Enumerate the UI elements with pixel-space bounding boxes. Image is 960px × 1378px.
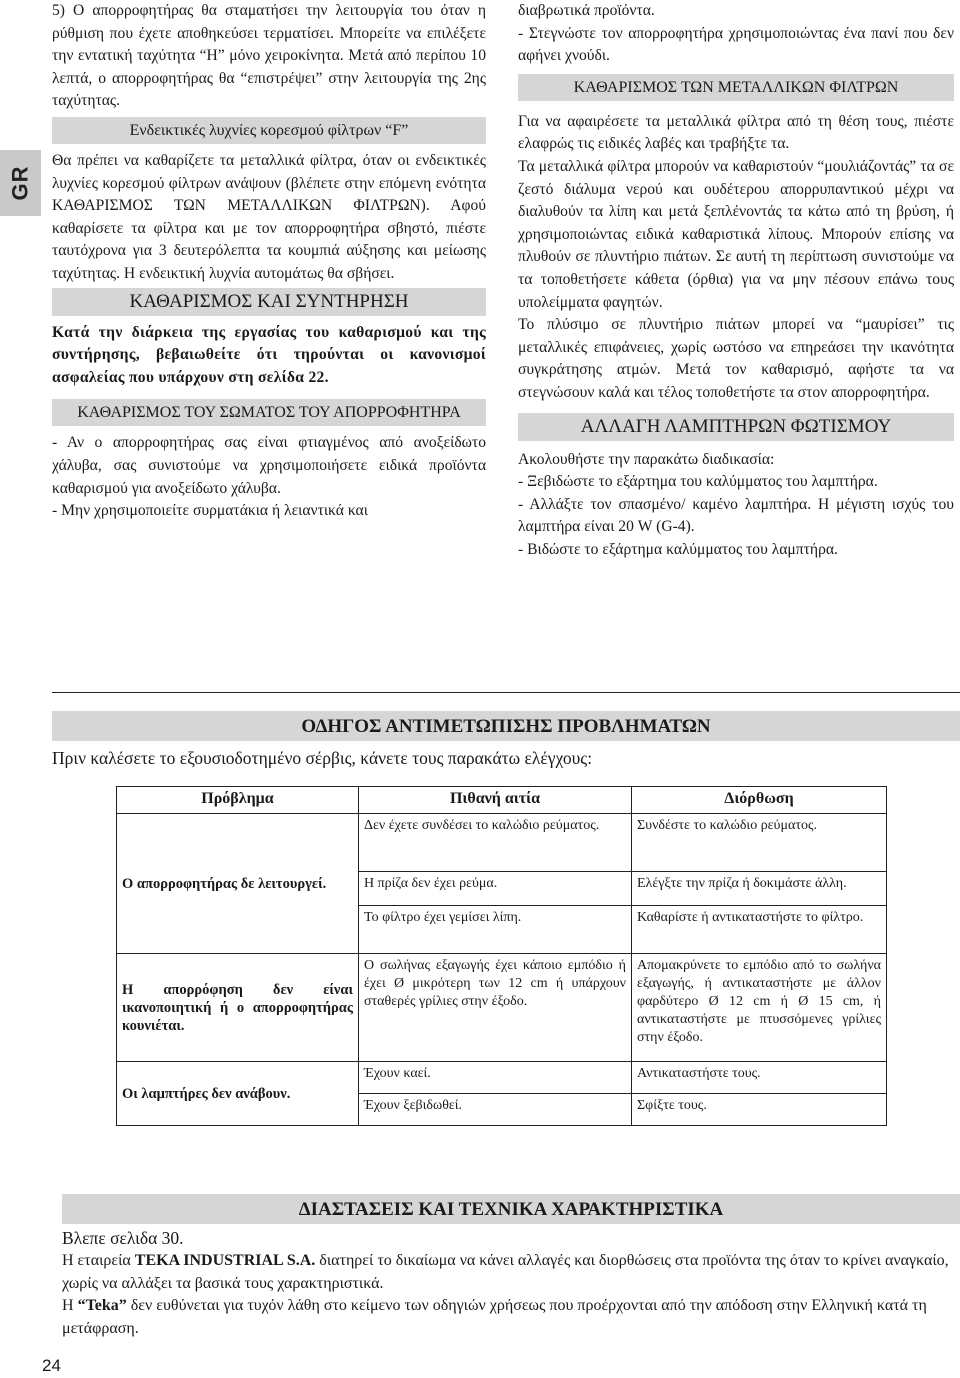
paragraph: Τα μεταλλικά φίλτρα μπορούν να καθαριστούν “μουλιάζοντάς” τα σε ζεστό διάλυμα νερού και ουδέτερου απορρυπαντικού μέχρι να διαλυθούν τα λίπη και μετά ξεπλένοντάς τα κάτω από τη βρύση, ή χρησιμοποιώντας ειδικά καθαριστικά λίπους. Μπορούν επίσης να πλυθούν σε πλυντήριο πιάτων. Σε αυτή τη περίπτωση συνιστούμε να τα τοποθετήσετε κάθετα (όρθια) για να μην πέσουν επάνω τους υπολείμματα φαγητών. <box>518 157 954 311</box>
safety-paragraph: Κατά την διάρκεια της εργασίας του καθαρισμού και της συντήρησης, βεβαιωθείτε ότι τηρούνται οι κανονισμοί ασφαλείας που υπάρχουν στη σελίδα 22. <box>52 323 486 386</box>
specs-section <box>62 1226 960 1340</box>
paragraph: διαβρωτικά προϊόντα. <box>518 2 655 19</box>
subsection-heading-metal-filters: ΚΑΘΑΡΙΣΜΟΣ ΤΩΝ ΜΕΤΑΛΛΙΚΩΝ ΦΙΛΤΡΩΝ <box>518 74 954 101</box>
fix-cell: Καθαρίστε ή αντικαταστήστε το φίλτρο. <box>632 906 887 954</box>
paragraph: - Μην χρησιμοποιείτε συρματάκια ή λειαντικά και <box>52 502 368 520</box>
text-span: δεν ευθύνεται για τυχόν λάθη στο κείμενο των οδηγιών χρήσεως που προέρχονται από την απόδοση στην Ελληνική κατά τη μετάφραση. <box>62 1297 927 1337</box>
language-tab-label: GR <box>7 165 33 201</box>
fix-cell: Σφίξτε τους. <box>632 1094 887 1126</box>
paragraph: Για να αφαιρέσετε τα μεταλλικά φίλτρα από τη θέση τους, πιέστε ελαφρώς τις ειδικές λαβές και τραβήξτε τα. <box>518 112 954 153</box>
paragraph: Το πλύσιμο σε πλυντήριο πιάτων μπορεί να “μαυρίσει” τις μεταλλικές επιφάνειες, χωρίς ωστόσο να επηρεάσει την ικανότητα συγκράτησης ατμών. Μετά τον καθαρισμό, αφήστε τα να στεγνώσουν καλά και τέλος τοποθετήστε τα στον απορροφητήρα. <box>518 316 954 401</box>
paragraph: Θα πρέπει να καθαρίζετε τα μεταλλικά φίλτρα, όταν οι ενδεικτικές λυχνίες κορεσμού φίλτρων ανάψουν (βλέπετε στην επόμενη ενότητα ΚΑΘΑΡΙΣΜΟΣ ΤΩΝ ΜΕΤΑΛΛΙΚΩΝ ΦΙΛΤΡΩΝ). Αφού καθαρίσετε τα φίλτρα και με τον απορροφητήρα σβηστό, πιέστε ταυτόχρονα για 3 δευτερόλεπτα τα κουμπιά αύξησης και μείωσης ταχύτητας. Η ενδεικτική λυχνία αυτομάτως θα σβήσει. <box>52 151 486 282</box>
text-span: Η εταιρεία <box>62 1252 135 1269</box>
troubleshooting-heading: ΟΔΗΓΟΣ ΑΝΤΙΜΕΤΩΠΙΣΗΣ ΠΡΟΒΛΗΜΑΤΩΝ <box>52 711 960 741</box>
paragraph: - Στεγνώστε τον απορροφητήρα χρησιμοποιώντας ένα πανί που δεν αφήνει χνούδι. <box>518 24 954 65</box>
separator-line <box>52 692 960 693</box>
section-heading-lamp-change: ΑΛΛΑΓΗ ΛΑΜΠΤΗΡΩΝ ΦΩΤΙΣΜΟΥ <box>518 413 954 441</box>
company-name: TEKA INDUSTRIAL S.A. <box>134 1252 316 1269</box>
troubleshooting-table <box>116 786 887 1126</box>
paragraph: - Αν ο απορροφητήρας σας είναι φτιαγμένος από ανοξείδωτο χάλυβα, σας συνιστούμε να χρησιμοποιήσετε ειδικά προϊόντα καθαρισμού για ανοξείδωτο χάλυβα. <box>52 434 486 497</box>
paragraph <box>62 1295 960 1340</box>
troubleshooting-intro: Πριν καλέσετε το εξουσιοδοτημένο σέρβις, κάνετε τους παρακάτω ελέγχους: <box>52 748 593 768</box>
problem-cell: Η απορρόφηση δεν είναι ικανοποιητική ή ο απορροφητήρας κουνιέται. <box>117 954 359 1062</box>
cause-cell: Δεν έχετε συνδέσει το καλώδιο ρεύματος. <box>359 814 632 872</box>
cause-cell: Η πρίζα δεν έχει ρεύμα. <box>359 872 632 906</box>
cause-cell: Το φίλτρο έχει γεμίσει λίπη. <box>359 906 632 954</box>
specs-heading: ΔΙΑΣΤΑΣΕΙΣ ΚΑΙ ΤΕΧΝΙΚΑ ΧΑΡΑΚΤΗΡΙΣΤΙΚΑ <box>62 1194 960 1224</box>
table-header-row <box>117 787 887 814</box>
section-heading-cleaning: ΚΑΘΑΡΙΣΜΟΣ ΚΑΙ ΣΥΝΤΗΡΗΣΗ <box>52 288 486 316</box>
paragraph <box>62 1250 960 1295</box>
table-row <box>117 814 887 872</box>
brand-name: “Teka” <box>77 1297 127 1314</box>
fix-cell: Απομακρύνετε το εμπόδιο από το σωλήνα εξαγωγής, ή αντικαταστήστε με άλλον φαρδύτερο Ø 12 cm ή Ø 15 cm, ή αντικαταστήστε με πτυσσόμενες γρίλιες στην έξοδο. <box>632 954 887 1062</box>
right-column <box>518 0 954 561</box>
problem-cell: Ο απορροφητήρας δε λειτουργεί. <box>117 814 359 954</box>
text-span: διατηρεί το δικαίωμα να κάνει αλλαγές και διορθώσεις στα προϊόντα της όταν το κρίνει αναγκαίο, χωρίς να αλλάξει τα βασικά τους χαρακτηριστικά. <box>62 1252 949 1292</box>
header-problem: Πρόβλημα <box>117 787 359 814</box>
header-fix: Διόρθωση <box>632 787 887 814</box>
problem-cell: Οι λαμπτήρες δεν ανάβουν. <box>117 1062 359 1126</box>
see-page-text: Βλεπε σελιδα 30. <box>62 1228 184 1248</box>
table-row <box>117 1062 887 1094</box>
paragraph: - Αλλάξτε τον σπασμένο/ καμένο λαμπτήρα. Η μέγιστη ισχύς του λαμπτήρα είναι 20 W (G-4). <box>518 495 954 536</box>
left-column <box>52 0 486 523</box>
paragraph: 5) Ο απορροφητήρας θα σταματήσει την λειτουργία του όταν η ρύθμιση που έχετε αποθηκεύσει τερματίσει. Μπορείτε να επιλέξετε την εντατική ταχύτητα “H” μόνο χειροκίνητα. Μετά από περίπου 10 λεπτά, ο απορροφητήρας θα “επιστρέψει” στην λειτουργία της 2ης ταχύτητας. <box>52 2 486 110</box>
page-number: 24 <box>42 1356 61 1375</box>
cause-cell: Έχουν ξεβιδωθεί. <box>359 1094 632 1126</box>
cause-cell: Έχουν καεί. <box>359 1062 632 1094</box>
paragraph: - Ξεβιδώστε το εξάρτημα του καλύμματος του λαμπτήρα. <box>518 473 878 491</box>
text-span: Η <box>62 1297 78 1314</box>
subsection-heading-body-cleaning: ΚΑΘΑΡΙΣΜΟΣ ΤΟΥ ΣΩΜΑΤΟΣ ΤΟΥ ΑΠΟΡΡΟΦΗΤΗΡΑ <box>52 399 486 426</box>
paragraph: - Βιδώστε το εξάρτημα καλύμματος του λαμπτήρα. <box>518 540 838 558</box>
paragraph: Ακολουθήστε την παρακάτω διαδικασία: <box>518 450 775 468</box>
language-tab <box>0 150 41 216</box>
cause-cell: Ο σωλήνας εξαγωγής έχει κάποιο εμπόδιο ή έχει Ø μικρότερη των 12 cm ή υπάρχουν σταθερές γρίλιες στην έξοδο. <box>359 954 632 1062</box>
fix-cell: Συνδέστε το καλώδιο ρεύματος. <box>632 814 887 872</box>
fix-cell: Ελέγξτε την πρίζα ή δοκιμάστε άλλη. <box>632 872 887 906</box>
header-cause: Πιθανή αιτία <box>359 787 632 814</box>
subsection-heading-filter-lights: Ενδεικτικές λυχνίες κορεσμού φίλτρων “F” <box>52 117 486 144</box>
fix-cell: Αντικαταστήστε τους. <box>632 1062 887 1094</box>
table-row <box>117 954 887 1062</box>
